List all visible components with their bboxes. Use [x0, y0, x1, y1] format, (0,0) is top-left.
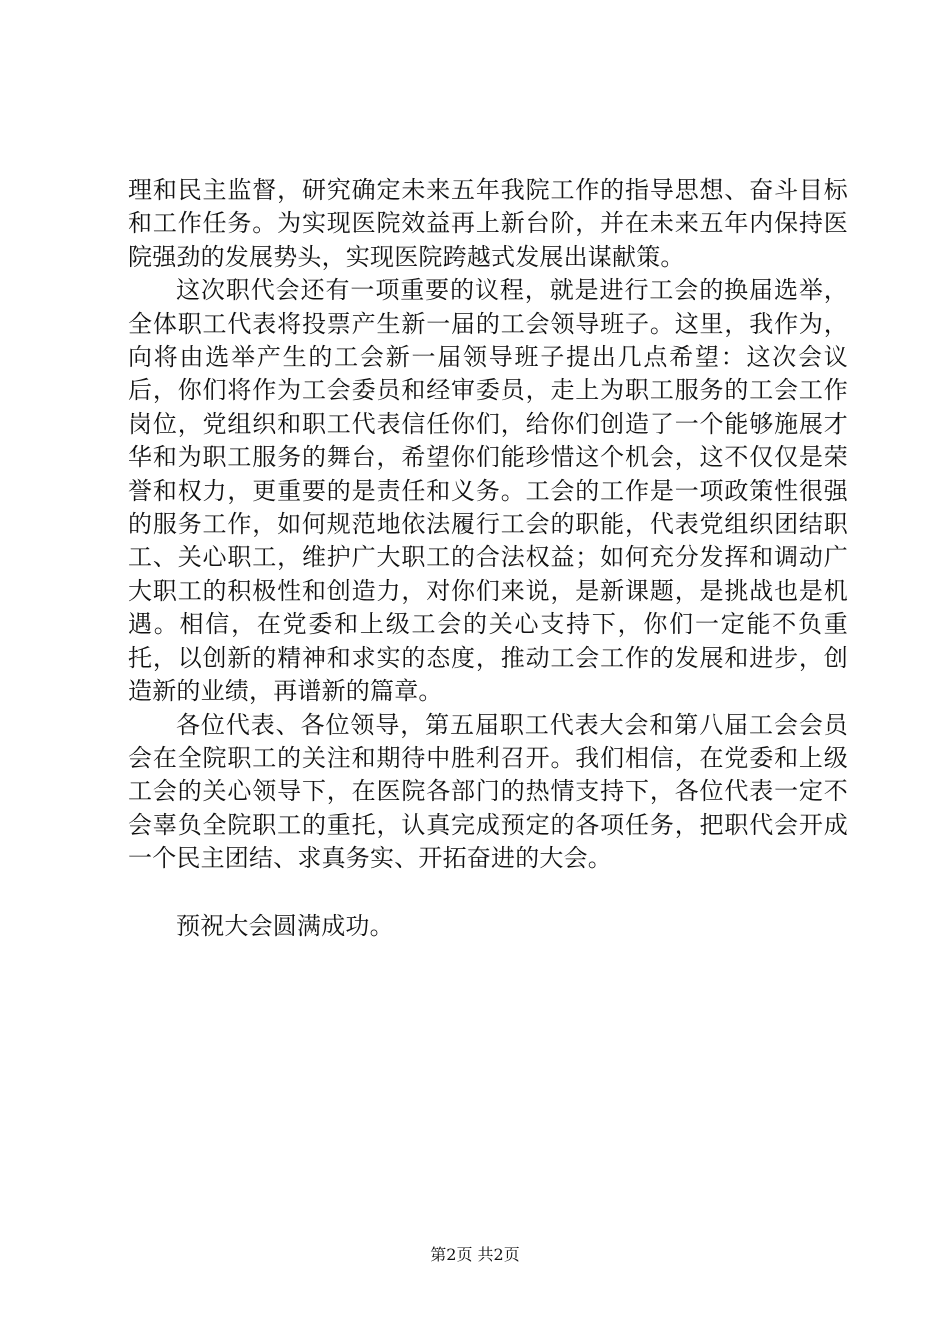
paragraph-union-election: 这次职代会还有一项重要的议程，就是进行工会的换届选举，全体职工代表将投票产生新一届的工会领导班子。这里，我作为，向将由选举产生的工会新一届领导班子提出几点希望：这次会议后，你们将作为工会委员和经审委员，走上为职工服务的工会工作岗位，党组织和职工代表信任你们，给你们创造了一个能够施展才华和为职工服务的舞台，希望你们能珍惜这个机会，这不仅仅是荣誉和权力，更重要的是责任和义务。工会的工作是一项政策性很强的服务工作，如何规范地依法履行工会的职能，代表党组织团结职工、关心职工，维护广大职工的合法权益；如何充分发挥和调动广大职工的积极性和创造力，对你们来说，是新课题，是挑战也是机遇。相信，在党委和上级工会的关心支持下，你们一定能不负重托，以创新的精神和求实的态度，推动工会工作的发展和进步，创造新的业绩，再谱新的篇章。	[128, 276, 848, 706]
paragraph-closing-wish: 预祝大会圆满成功。	[176, 911, 394, 940]
paragraph-conference-address: 各位代表、各位领导，第五届职工代表大会和第八届工会会员会在全院职工的关注和期待中胜利召开。我们相信，在党委和上级工会的关心领导下，在医院各部门的热情支持下，各位代表一定不会辜负全院职工的重托，认真完成预定的各项任务，把职代会开成一个民主团结、求真务实、开拓奋进的大会。	[128, 710, 848, 873]
paragraph-continuation: 理和民主监督，研究确定未来五年我院工作的指导思想、奋斗目标和工作任务。为实现医院效益再上新台阶，并在未来五年内保持医院强劲的发展势头，实现医院跨越式发展出谋献策。	[128, 176, 848, 271]
document-body	[128, 174, 848, 943]
page-number-footer: 第2页 共2页	[430, 1245, 520, 1264]
